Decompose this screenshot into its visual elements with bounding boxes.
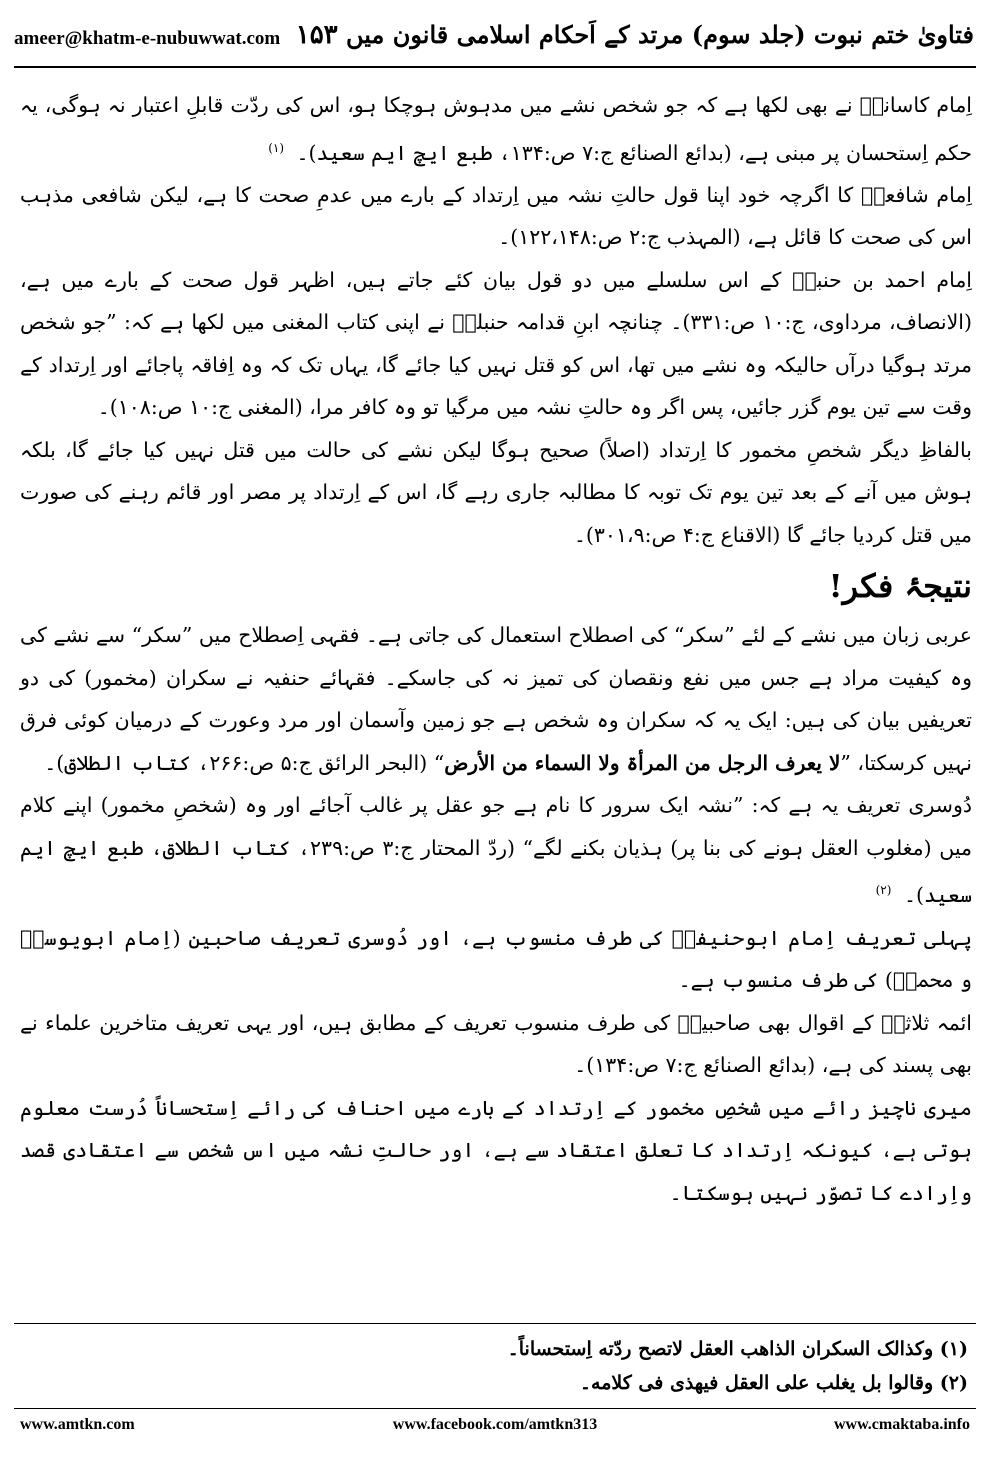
page-footer bbox=[20, 1416, 970, 1440]
header-title-block bbox=[236, 20, 974, 50]
section-heading: نتیجۂ فکر! bbox=[828, 567, 972, 606]
paragraph-text: دُوسری تعریف یہ ہے کہ: ”نشہ ایک سرور کا نام ہے جو عقل پر غالب آجائے اور وہ (شخصِ مخمور) اپنے کلام میں (مغلوب العقل ہونے کی بنا پر) ہذیان بکنے لگے“ (ردّ المحتار ج:۳ ص:۲۳۹، کتاب الطلاق، طبع ایچ ایم سعید)۔ bbox=[20, 793, 972, 908]
page-header bbox=[14, 20, 976, 70]
paragraph bbox=[20, 784, 972, 916]
footnote-divider bbox=[14, 1323, 976, 1324]
footer-link-amtkn[interactable]: www.amtkn.com bbox=[20, 1416, 135, 1433]
arabic-quote: لا یعرف الرجل من المرأۃ ولا السماء من الأرض bbox=[444, 750, 841, 775]
paragraph: اِمام احمد بن حنبلؒ کے اس سلسلے میں دو قول بیان کئے جاتے ہیں، اظہر قول صحت کے بارے میں ہے، (الانصاف، مرداوی، ج:۱۰ ص:۳۳۱)۔ چنانچہ ابنِ قدامہ حنبلیؒ نے اپنی کتاب المغنی میں لکھا ہے کہ: ”جو شخص مرتد ہوگیا درآں حالیکہ وہ نشے میں تھا، اس کو قتل نہیں کیا جائے گا، یہاں تک کہ وہ اِفاقہ پاجائے اور اِرتداد کے وقت سے تین یوم گزر جائیں، پس اگر وہ حالتِ نشہ میں مرگیا تو وہ کافر مرا، (المغنی ج:۱۰ ص:۱۰۸)۔ bbox=[20, 267, 972, 420]
paragraph: ائمہ ثلاثہؒ کے اقوال بھی صاحبینؒ کی طرف منسوب تعریف کے مطابق ہیں، اور یہی تعریف متاخرین علماء نے بھی پسند کی ہے، (بدائع الصنائع ج:۷ ص:۱۳۴)۔ bbox=[20, 1010, 972, 1078]
page-number: ۱۵۳ bbox=[295, 20, 338, 50]
paragraph bbox=[20, 614, 972, 784]
paragraph-text: عربی زبان میں نشے کے لئے ”سکر“ کی اصطلاح استعمال کی جاتی ہے۔ فقہی اِصطلاح میں ”سکر“ سے نشے کی وہ کیفیت مراد ہے جس میں نفع ونقصان کی تمیز نہ کی جاسکے۔ فقہائے حنفیہ نے سکران (مخمور) کی دو تعریفیں بیان کی ہیں: ایک یہ کہ سکران وہ شخص ہے جو زمین وآسمان اور مرد وعورت کے درمیان کوئی فرق نہیں کرسکتا، ” bbox=[20, 623, 972, 775]
paragraph: بالفاظِ دیگر شخصِ مخمور کا اِرتداد (اصلاً) صحیح ہوگا لیکن نشے کی حالت میں قتل نہیں کیا جائے گا، بلکہ ہوش میں آنے کے بعد تین یوم تک توبہ کا مطالبہ جاری رہے گا، اس کے اِرتداد پر مصر اور قائم رہنے کی صورت میں قتل کردیا جائے گا (الاقناع ج:۴ ص:۳۰۱،۹)۔ bbox=[20, 437, 972, 547]
main-text bbox=[20, 84, 972, 1214]
footnote-ref: (۱) bbox=[268, 140, 285, 155]
footnote bbox=[20, 1366, 968, 1400]
footnote-ref: (۲) bbox=[875, 883, 892, 898]
header-email: ameer@khatm-e-nubuwwat.com bbox=[14, 28, 281, 49]
footnote-marker: (۲) bbox=[939, 1372, 968, 1394]
book-title: فتاویٰ ختم نبوت (جلد سوم) مرتد کے اَحکام اسلامی قانون میں bbox=[346, 20, 974, 49]
paragraph: اِمام شافعیؒ کا اگرچہ خود اپنا قول حالتِ نشہ میں اِرتداد کے بارے میں عدمِ صحت کا ہے، لیکن شافعی مذہب اس کی صحت کا قائل ہے، (المہذب ج:۲ ص:۱۲۲،۱۴۸)۔ bbox=[20, 182, 972, 250]
footer-link-cmaktaba[interactable]: www.cmaktaba.info bbox=[833, 1416, 970, 1433]
footnote-text: وقالوا بل یغلب علی العقل فیهذی فی کلامه۔ bbox=[579, 1372, 934, 1394]
footnote bbox=[20, 1332, 968, 1366]
paragraph-text: اِمام کاسانیؒ نے بھی لکھا ہے کہ جو شخص نشے میں مدہوش ہوچکا ہو، اس کی ردّت قابلِ اعتبار نہ ہوگی، یہ حکم اِستحسان پر مبنی ہے، (بدائع الصنائع ج:۷ ص:۱۳۴، طبع ایچ ایم سعید)۔ bbox=[20, 93, 972, 165]
footnote-marker: (۱) bbox=[939, 1338, 968, 1360]
paragraph-text: “ (البحر الرائق ج:۵ ص:۲۶۶، کتاب الطلاق)۔ bbox=[44, 750, 445, 775]
paragraph bbox=[20, 84, 972, 174]
paragraph: میری ناچیز رائے میں شخصِ مخمور کے اِرتداد کے بارے میں احناف کی رائے اِستحساناً دُرست معلوم ہوتی ہے، کیونکہ اِرتداد کا تعلق اعتقاد سے ہے، اور حالتِ نشہ میں اس شخص سے اعتقادی قصد واِرادے کا تصوّر نہیں ہوسکتا۔ bbox=[20, 1095, 972, 1205]
footnote-text: وکذالک السکران الذاهب العقل لاتصح ردّته اِستحساناً۔ bbox=[507, 1338, 934, 1360]
footnotes bbox=[20, 1332, 968, 1400]
header-divider bbox=[14, 66, 976, 68]
footer-divider bbox=[14, 1408, 976, 1409]
paragraph: پہلی تعریف اِمام ابوحنیفہؒ کی طرف منسوب ہے، اور دُوسری تعریف صاحبین (اِمام ابویوسفؒ و محمدؒ) کی طرف منسوب ہے۔ bbox=[20, 925, 972, 993]
footer-link-facebook[interactable]: www.facebook.com/amtkn313 bbox=[392, 1416, 598, 1433]
